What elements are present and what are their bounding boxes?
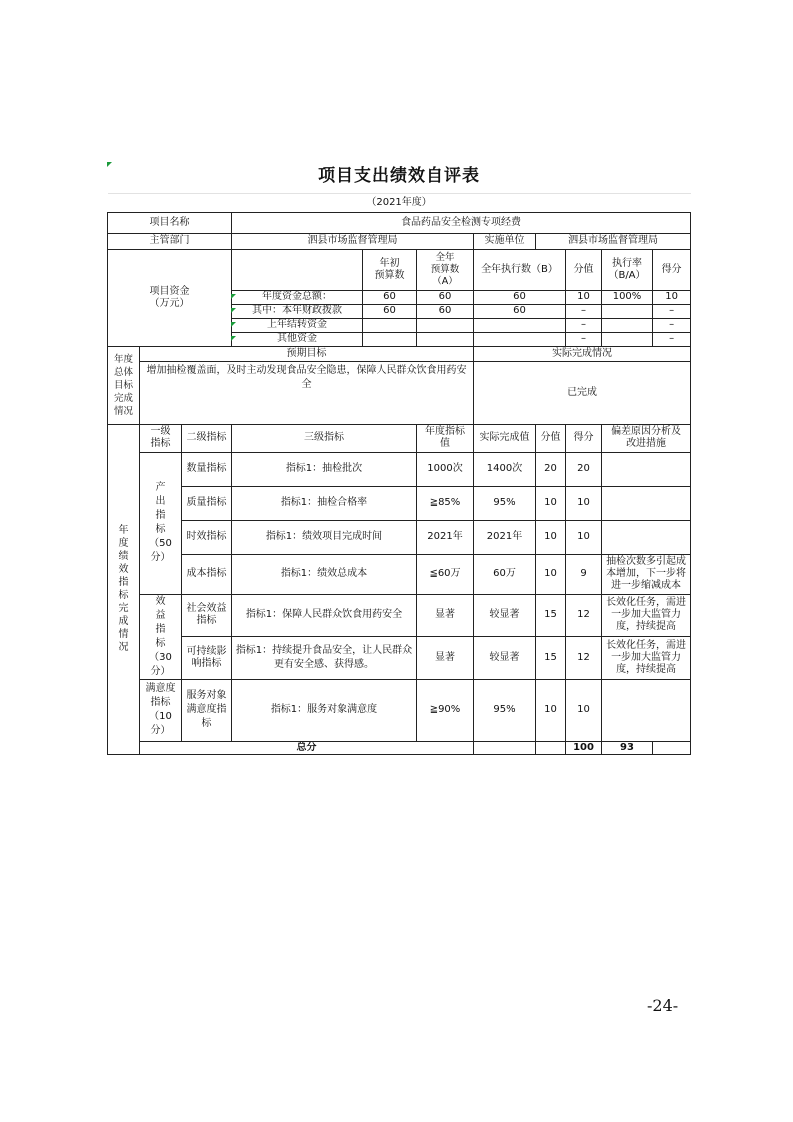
indicator-reason xyxy=(602,679,691,741)
funds-row-score: – xyxy=(566,332,602,346)
ind-header-score: 分值 xyxy=(536,424,566,452)
funds-row-label: 其中：本年财政拨款 xyxy=(232,304,363,318)
indicator-score: 10 xyxy=(536,520,566,554)
report-year: （2021年度） xyxy=(366,196,432,208)
indicator-score: 10 xyxy=(536,486,566,520)
cell-comment-marker xyxy=(231,308,236,313)
expected-goal-header: 预期目标 xyxy=(140,346,474,361)
impl-unit-label: 实施单位 xyxy=(474,233,536,249)
indicator-got: 20 xyxy=(566,452,602,486)
indicator-l2: 时效指标 xyxy=(182,520,232,554)
funds-row-got: 10 xyxy=(653,290,691,304)
funds-row-score: – xyxy=(566,304,602,318)
cell-comment-marker xyxy=(231,336,236,341)
ind-header-l2: 二级指标 xyxy=(182,424,232,452)
indicator-l3: 指标1：保障人民群众饮食用药安全 xyxy=(232,594,417,637)
cell-comment-marker xyxy=(231,294,236,299)
actual-header: 实际完成情况 xyxy=(474,346,691,361)
indicator-actual: 60万 xyxy=(474,554,536,594)
indicator-got: 12 xyxy=(566,637,602,680)
indicator-l2: 可持续影 响指标 xyxy=(182,637,232,680)
dept-value: 泗县市场监督管理局 xyxy=(232,233,474,249)
funds-row-exec: 60 xyxy=(474,290,566,304)
ind-header-l3: 三级指标 xyxy=(232,424,417,452)
funds-header-score: 分值 xyxy=(566,249,602,290)
ind-header-reason: 偏差原因分析及 改进措施 xyxy=(602,424,691,452)
indicator-target: ≧90% xyxy=(417,679,474,741)
total-label: 总分 xyxy=(140,741,474,754)
indicator-got: 10 xyxy=(566,679,602,741)
funds-row-initial: 60 xyxy=(363,304,417,318)
indicator-reason: 长效化任务，需进一步加大监管力度，持续提高 xyxy=(602,594,691,637)
funds-row-rate: 100% xyxy=(602,290,653,304)
funds-row-got: – xyxy=(653,304,691,318)
indicator-actual: 较显著 xyxy=(474,594,536,637)
indicator-target: 显著 xyxy=(417,594,474,637)
impl-unit-value: 泗县市场监督管理局 xyxy=(536,233,691,249)
indicator-l2: 成本指标 xyxy=(182,554,232,594)
indicator-got: 9 xyxy=(566,554,602,594)
indicator-actual: 1400次 xyxy=(474,452,536,486)
indicator-l3: 指标1：抽检批次 xyxy=(232,452,417,486)
indicator-score: 10 xyxy=(536,679,566,741)
indicator-score: 20 xyxy=(536,452,566,486)
funds-header-full: 全年 预算数 （A） xyxy=(417,249,474,290)
group-benefit: 效 益 指 标 （30分） xyxy=(140,594,182,679)
indicator-l2: 数量指标 xyxy=(182,452,232,486)
group-output: 产 出 指 标 （50分） xyxy=(140,452,182,594)
funds-row-initial xyxy=(363,332,417,346)
cell-comment-marker xyxy=(231,322,236,327)
project-name-label: 项目名称 xyxy=(108,212,232,233)
funds-row-full xyxy=(417,332,474,346)
cell-comment-marker xyxy=(107,162,112,167)
ind-header-got: 得分 xyxy=(566,424,602,452)
indicator-l3: 指标1：抽检合格率 xyxy=(232,486,417,520)
indicator-reason xyxy=(602,520,691,554)
indicator-actual: 2021年 xyxy=(474,520,536,554)
funds-row-got: – xyxy=(653,332,691,346)
indicator-target: ≧85% xyxy=(417,486,474,520)
indicator-reason: 长效化任务，需进一步加大监管力度，持续提高 xyxy=(602,637,691,680)
funds-row-full xyxy=(417,318,474,332)
funds-row-got: – xyxy=(653,318,691,332)
funds-row-label: 上年结转资金 xyxy=(232,318,363,332)
funds-row-rate xyxy=(602,332,653,346)
indicator-l3: 指标1：服务对象满意度 xyxy=(232,679,417,741)
indicator-target: 2021年 xyxy=(417,520,474,554)
ind-header-l1: 一级 指标 xyxy=(140,424,182,452)
page-title: 项目支出绩效自评表 xyxy=(108,162,691,193)
funds-row-score: 10 xyxy=(566,290,602,304)
funds-row-exec xyxy=(474,332,566,346)
indicator-score: 15 xyxy=(536,594,566,637)
indicator-actual: 95% xyxy=(474,679,536,741)
indicator-l3: 指标1：绩效项目完成时间 xyxy=(232,520,417,554)
total-blank-1 xyxy=(474,741,536,754)
funds-row-rate xyxy=(602,318,653,332)
funds-row-exec xyxy=(474,318,566,332)
indicator-score: 15 xyxy=(536,637,566,680)
project-name-value: 食品药品安全检测专项经费 xyxy=(232,212,691,233)
funds-row-score: – xyxy=(566,318,602,332)
funds-header-blank xyxy=(232,249,363,290)
indicator-got: 10 xyxy=(566,520,602,554)
indicator-l2: 服务对象 满意度指 标 xyxy=(182,679,232,741)
ind-header-target: 年度指标 值 xyxy=(417,424,474,452)
total-blank-3 xyxy=(653,741,691,754)
funds-row-rate xyxy=(602,304,653,318)
performance-form xyxy=(107,162,690,762)
indicator-l2: 社会效益 指标 xyxy=(182,594,232,637)
page-number: -24- xyxy=(647,996,679,1015)
funds-header-initial: 年初 预算数 xyxy=(363,249,417,290)
indicator-score: 10 xyxy=(536,554,566,594)
indicator-l2: 质量指标 xyxy=(182,486,232,520)
group-satisfaction: 满意度 指标 （10分） xyxy=(140,679,182,741)
funds-row-full: 60 xyxy=(417,304,474,318)
indicator-got: 10 xyxy=(566,486,602,520)
funds-row-exec: 60 xyxy=(474,304,566,318)
indicator-l3: 指标1：持续提升食品安全，让人民群众更有安全感、获得感。 xyxy=(232,637,417,680)
goal-actual: 已完成 xyxy=(474,361,691,424)
indicator-target: 显著 xyxy=(417,637,474,680)
funds-row-full: 60 xyxy=(417,290,474,304)
funds-row-label: 年度资金总额： xyxy=(232,290,363,304)
funds-row-label: 其他资金 xyxy=(232,332,363,346)
indicator-actual: 较显著 xyxy=(474,637,536,680)
goal-text: 增加抽检覆盖面，及时主动发现食品安全隐患，保障人民群众饮食用药安全 xyxy=(140,361,474,424)
indicator-got: 12 xyxy=(566,594,602,637)
total-score: 100 xyxy=(566,741,602,754)
funds-row-initial: 60 xyxy=(363,290,417,304)
funds-label: 项目资金 （万元） xyxy=(108,249,232,346)
total-got: 93 xyxy=(602,741,653,754)
indicator-actual: 95% xyxy=(474,486,536,520)
funds-header-rate: 执行率 （B/A） xyxy=(602,249,653,290)
ind-header-actual: 实际完成值 xyxy=(474,424,536,452)
indicator-reason xyxy=(602,486,691,520)
indicator-reason xyxy=(602,452,691,486)
indicator-l3: 指标1：绩效总成本 xyxy=(232,554,417,594)
funds-header-exec: 全年执行数（B） xyxy=(474,249,566,290)
dept-label: 主管部门 xyxy=(108,233,232,249)
indicator-target: ≦60万 xyxy=(417,554,474,594)
indicator-reason: 抽检次数多引起成本增加，下一步将进一步缩减成本 xyxy=(602,554,691,594)
perf-label: 年 度 绩 效 指 标 完 成 情 况 xyxy=(108,424,140,754)
performance-table xyxy=(107,162,691,755)
total-blank-2 xyxy=(536,741,566,754)
yearly-goal-label: 年度 总体 目标 完成 情况 xyxy=(108,346,140,424)
indicator-target: 1000次 xyxy=(417,452,474,486)
funds-header-got: 得分 xyxy=(653,249,691,290)
funds-row-initial xyxy=(363,318,417,332)
